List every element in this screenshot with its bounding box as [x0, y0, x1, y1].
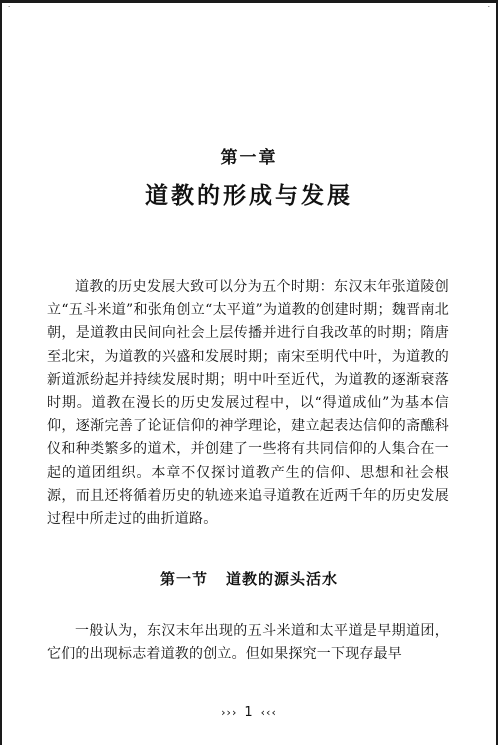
page-number: 1 [244, 705, 254, 720]
footer-left-marks: ››› [221, 706, 238, 719]
page-footer [0, 706, 498, 720]
chapter-label: 第一章 [220, 148, 278, 168]
page-left-border [0, 0, 2, 745]
corner-mark-left: · [8, 3, 11, 11]
section-title: 道教的源头活水 [226, 570, 339, 588]
chapter-title: 道教的形成与发展 [145, 183, 353, 209]
section-number: 第一节 [159, 570, 208, 588]
section-paragraph: 一般认为，东汉末年出现的五斗米道和太平道是早期道团，它们的出现标志着道教的创立。但如果探究一下现存最早 [47, 623, 449, 663]
corner-mark-right: · [487, 3, 490, 11]
intro-paragraph: 道教的历史发展大致可以分为五个时期：东汉末年张道陵创立“五斗米道”和张角创立“太平道”为道教的创建时期；魏晋南北朝，是道教由民间向社会上层传播并进行自我改革的时期；隋唐至北宋，为道教的兴盛和发展时期；南宋至明代中叶，为道教的新道派纷起并持续发展时期；明中叶至近代，为道教的逐渐衰落时期。道教在漫长的历史发展过程中，以“得道成仙”为基本信仰，逐渐完善了论证信仰的神学理论，建立起表达信仰的斋醮科仪和种类繁多的道术，并创建了一些将有共同信仰的人集合在一起的道团组织。本章不仅探讨道教产生的信仰、思想和社会根源，而且还将循着历史的轨迹来追寻道教在近两千年的历史发展过程中所走过的曲折道路。 [47, 279, 449, 528]
page-top-border [0, 0, 498, 3]
section-heading [0, 569, 498, 589]
footer-right-marks: ‹‹‹ [260, 706, 277, 719]
